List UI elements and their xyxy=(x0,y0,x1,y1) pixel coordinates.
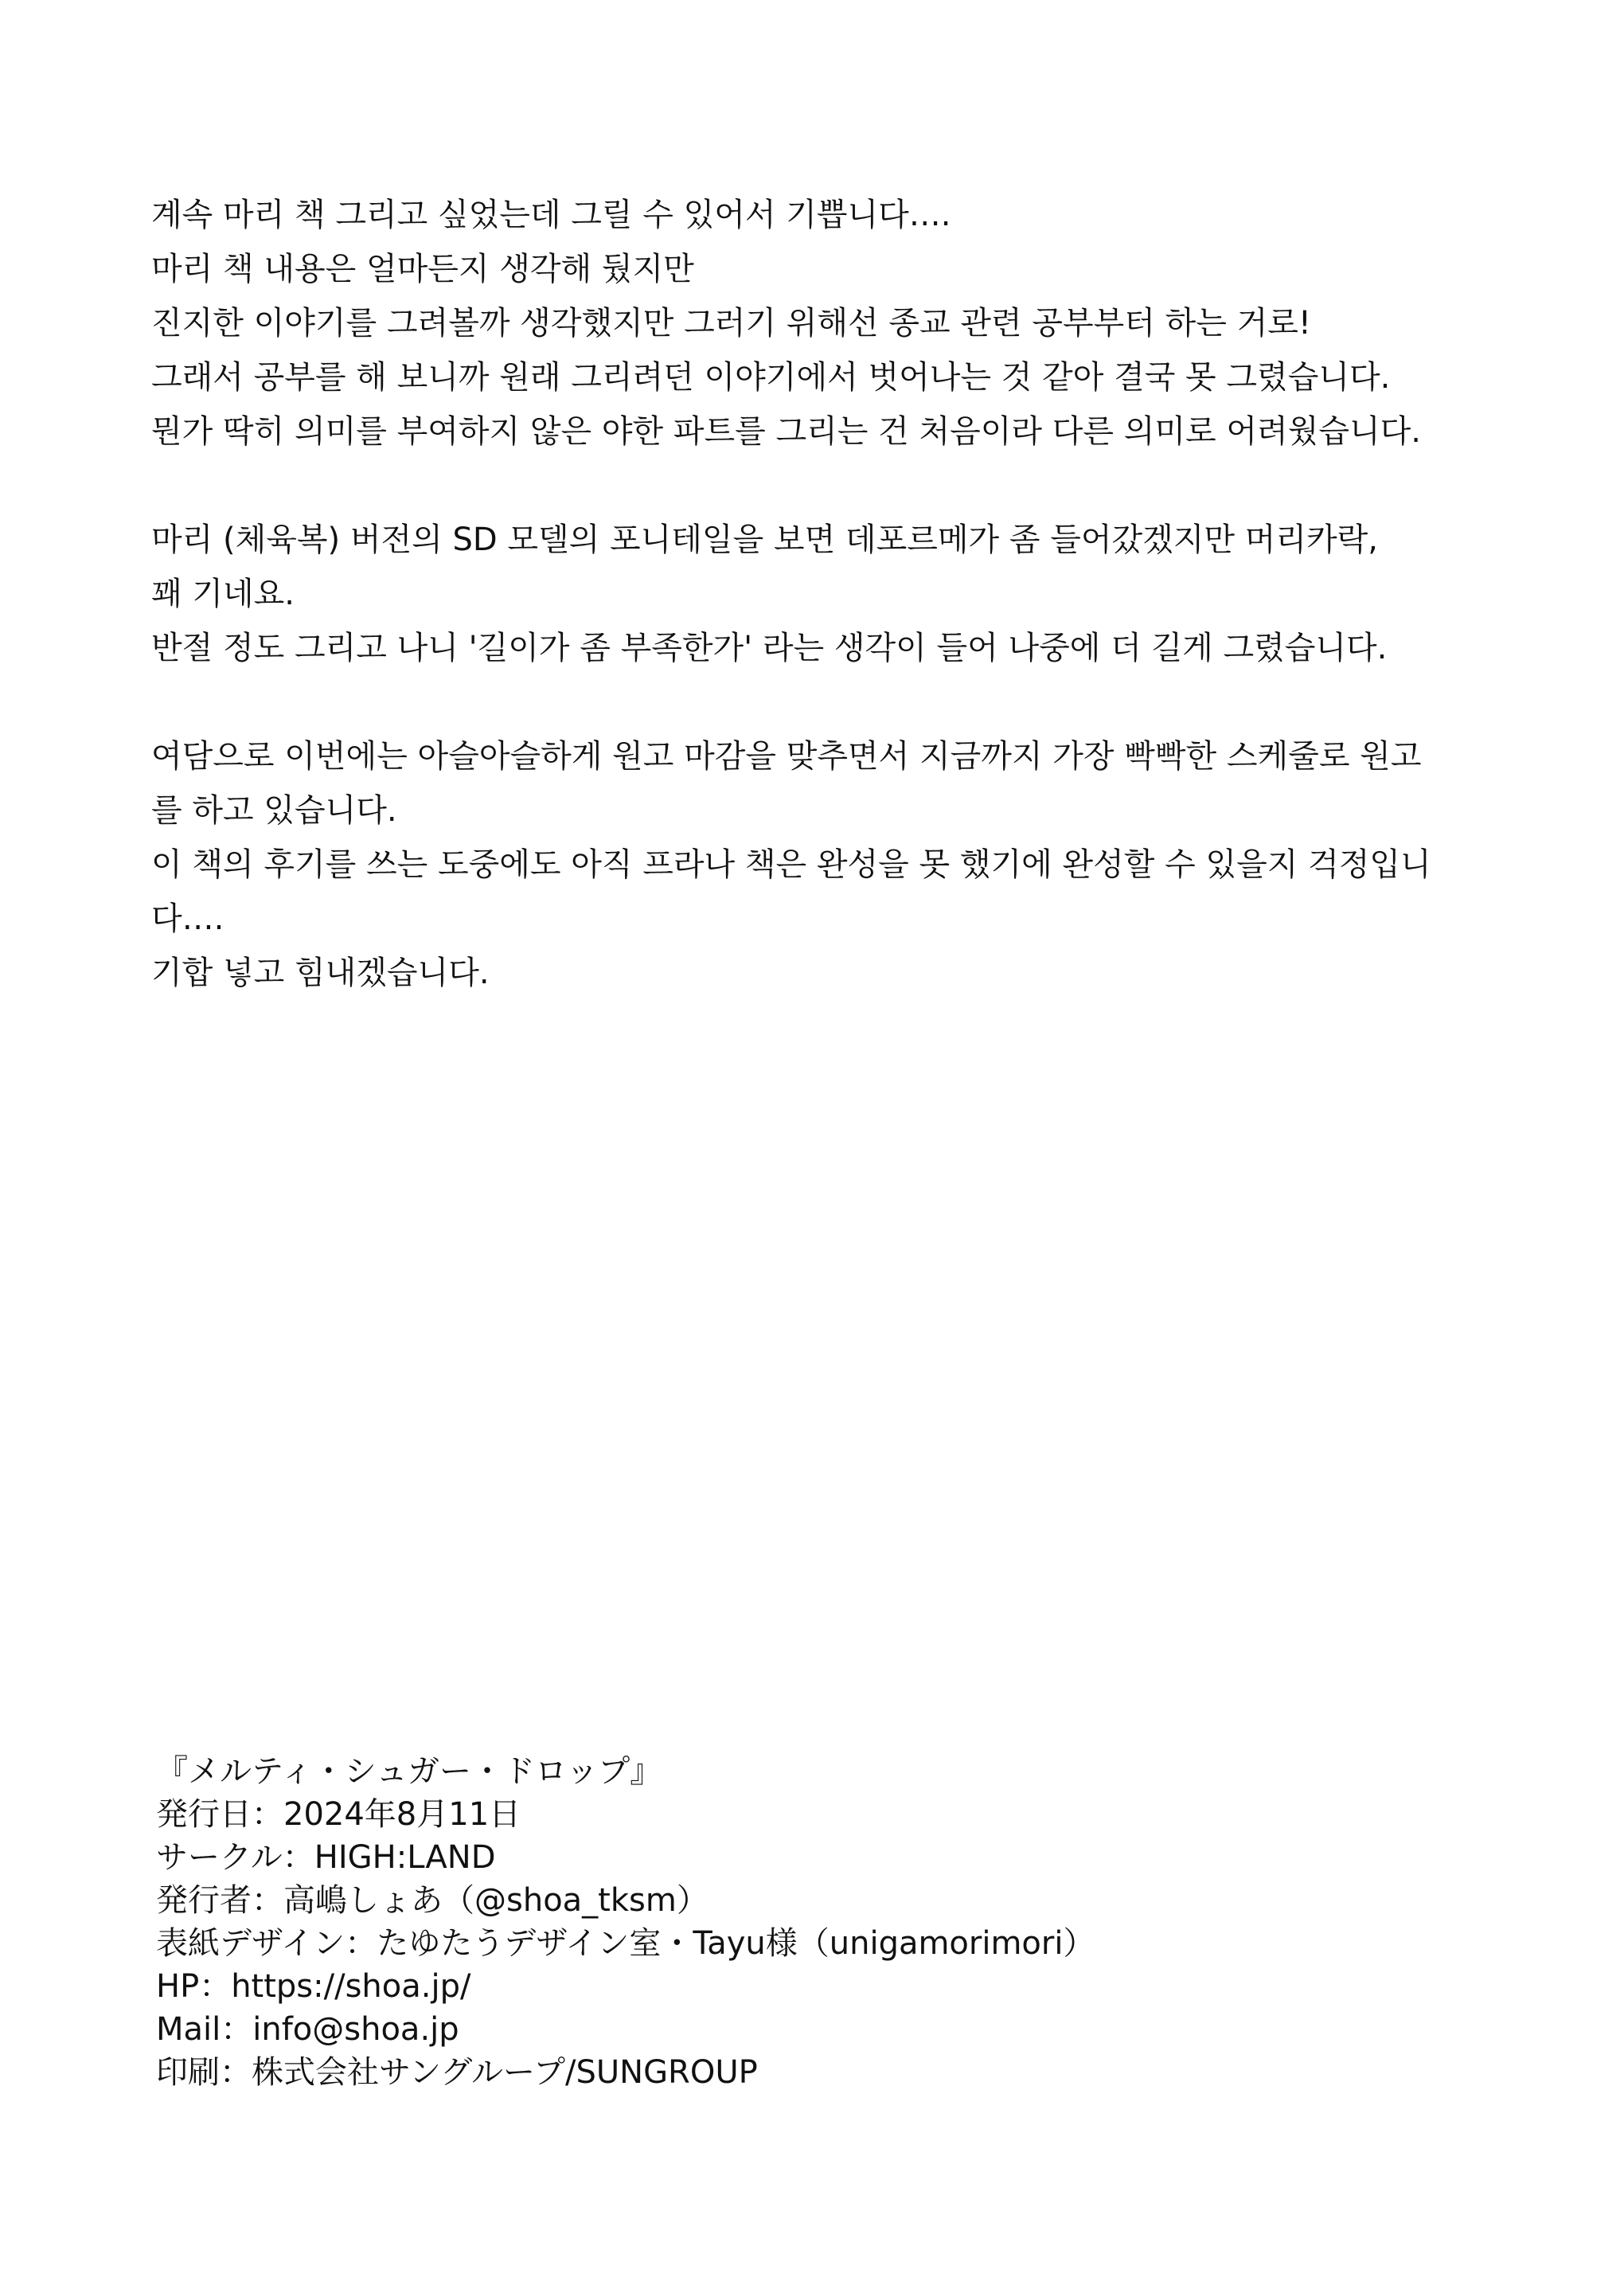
text-line: 를 하고 있습니다. xyxy=(151,792,397,829)
text-line: 기합 넣고 힘내겠습니다. xyxy=(151,955,490,991)
colophon-homepage: HP：https://shoa.jp/ xyxy=(156,1968,471,2005)
text-line: 마리 (체육복) 버전의 SD 모델의 포니테일을 보면 데포르메가 좀 들어갔겠지만 머리카락, xyxy=(151,521,1379,558)
colophon-issue-date: 発行日：2024年8月11日 xyxy=(156,1796,521,1833)
colophon-mail: Mail：info@shoa.jp xyxy=(156,2011,459,2048)
text-line: 이 책의 후기를 쓰는 도중에도 아직 프라나 책은 완성을 못 했기에 완성할 수 있을지 걱정입니 xyxy=(151,846,1431,883)
text-line: 꽤 기네요. xyxy=(151,576,295,612)
text-line: 여담으로 이번에는 아슬아슬하게 원고 마감을 맞추면서 지금까지 가장 빡빡한 스케줄로 원고 xyxy=(151,738,1422,775)
text-line: 반절 정도 그리고 나니 '길이가 좀 부족한가' 라는 생각이 들어 나중에 더 길게 그렸습니다. xyxy=(151,630,1388,666)
text-line: 계속 마리 책 그리고 싶었는데 그릴 수 있어서 기쁩니다…. xyxy=(151,197,951,233)
text-line: 진지한 이야기를 그려볼까 생각했지만 그러기 위해선 종교 관련 공부부터 하는 거로! xyxy=(151,305,1311,342)
text-line: 그래서 공부를 해 보니까 원래 그리려던 이야기에서 벗어나는 것 같아 결국 못 그렸습니다. xyxy=(151,359,1391,396)
colophon-title: 『メルティ・シュガー・ドロップ』 xyxy=(156,1753,662,1790)
text-line: 다…. xyxy=(151,900,224,937)
afterword-paragraph-3 xyxy=(151,729,1505,1000)
afterword-paragraph-1 xyxy=(151,188,1505,459)
text-line: 뭔가 딱히 의미를 부여하지 않은 야한 파트를 그리는 건 처음이라 다른 의미로 어려웠습니다. xyxy=(151,413,1421,450)
afterword-paragraph-2 xyxy=(151,513,1505,675)
text-line: 마리 책 내용은 얼마든지 생각해 뒀지만 xyxy=(151,251,694,287)
afterword-text xyxy=(151,188,1505,1000)
colophon-publisher: 発行者：高嶋しょあ（@shoa_tksm） xyxy=(156,1882,709,1919)
colophon-circle: サークル：HIGH:LAND xyxy=(156,1839,496,1876)
colophon xyxy=(156,1750,1271,2094)
colophon-printer: 印刷：株式会社サングループ/SUNGROUP xyxy=(156,2054,758,2091)
colophon-cover-design: 表紙デザイン：たゆたうデザイン室・Tayu様（unigamorimori） xyxy=(156,1925,1095,1962)
